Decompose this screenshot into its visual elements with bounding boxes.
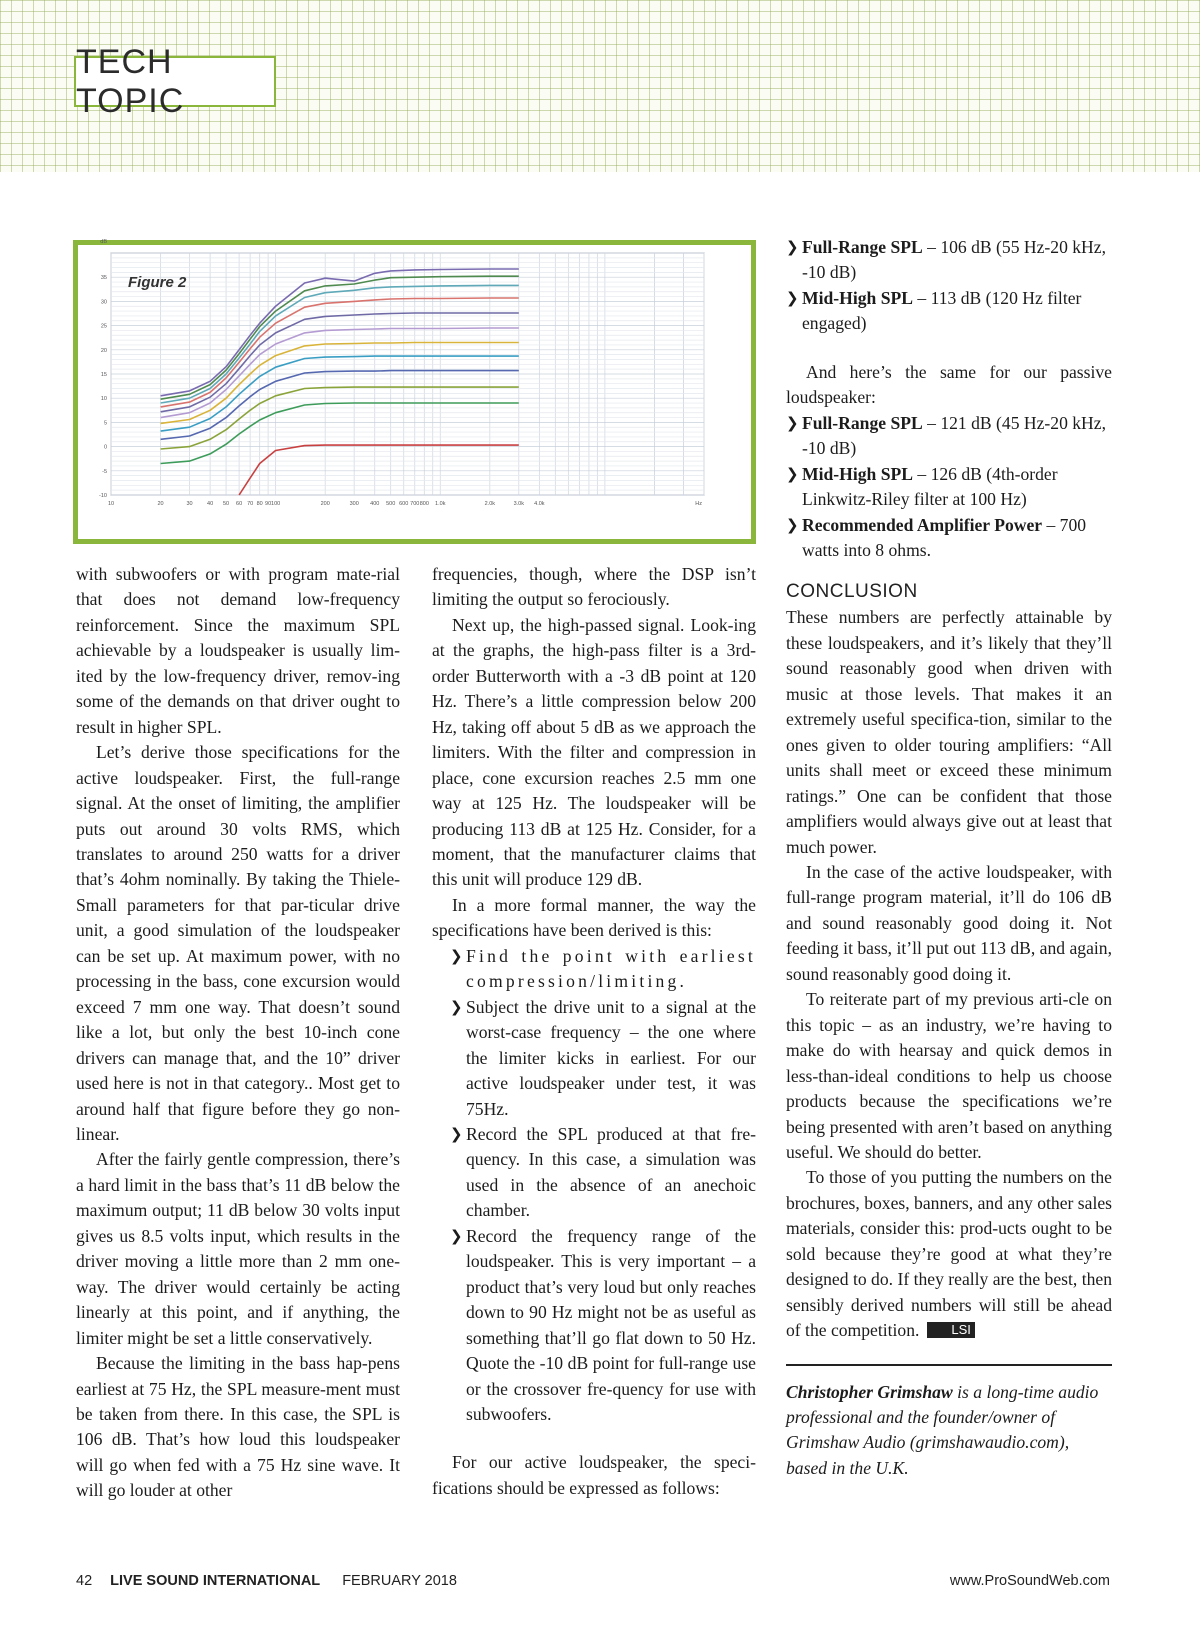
chevron-right-icon: ❯: [786, 238, 799, 256]
spec-value: – 121 dB (45 Hz-20 kHz, -10 dB): [802, 412, 1106, 459]
spec-label: Mid-High SPL: [802, 287, 913, 308]
y-tick-label: -5: [102, 468, 107, 475]
conclusion-paragraph-4-text: To those of you putting the numbers on the brochures, boxes, banners, and any other sales materials, consider this: prod-ucts ought to be sold because they’re good at what they’re designed to do. If they really are the best, then sensibly derived numbers will still be ahead of the competition.: [786, 1167, 1112, 1341]
y-tick-label: 30: [100, 299, 107, 306]
x-tick-label: 1.0k: [435, 501, 446, 507]
col2-paragraph-2: Next up, the high-passed signal. Look-ing at the graphs, the high-pass filter is a 3rd-order Butterworth with a -3 dB point at 120 Hz. There’s a little compression below 200 Hz, taking off about 5 dB as we approach the limiters. With the filter and compression in place, cone excursion reaches 2.5 mm one way at 125 Hz. The loudspeaker will be producing 113 dB at 125 Hz. Consider, for a moment, that the manufacturer claims that this unit will produce 129 dB.: [432, 614, 756, 890]
list-item: [450, 995, 756, 1122]
figure-2: [73, 240, 756, 544]
list-item-text: Record the frequency range of the loudspeaker. This is very important – a product that’s very loud but only reaches down to 90 Hz might not be as useful as something that’ll go flat down to 50 Hz. Quote the -10 dB point for full-range use or the crossover fre-quency for use with subwoofers.: [466, 1225, 756, 1424]
x-tick-label: 10: [107, 501, 115, 507]
bio-divider: [786, 1364, 1112, 1366]
col2-paragraph-1: frequencies, though, where the DSP isn’t limiting the output so ferociously.: [432, 564, 756, 610]
spec-label: Full-Range SPL: [802, 412, 923, 433]
spec-item: [786, 286, 1112, 337]
magazine-name: LIVE SOUND INTERNATIONAL: [110, 1573, 321, 1589]
x-tick-label: 70: [247, 501, 254, 507]
spec-label: Full-Range SPL: [802, 237, 923, 257]
author-bio-text: is a long-time audio professional and the founder/owner of Grimshaw Audio (grimshawaudio.com), based in the U.K.: [786, 1381, 1099, 1478]
chevron-right-icon: ❯: [786, 515, 799, 534]
conclusion-paragraph-2: In the case of the active loudspeaker, with full-range program material, it’ll do 106 dB and sound reasonably good doing it. Not feeding it bass, it’ll put out 113 dB, and again, sound reasonably good doing it.: [786, 861, 1112, 984]
x-tick-label: 30: [186, 501, 193, 507]
website-link[interactable]: www.ProSoundWeb.com: [949, 1573, 1110, 1589]
author-bio: [786, 1380, 1112, 1482]
x-tick-label: 800: [419, 501, 429, 507]
spec-label: Recommended Amplifier Power: [802, 514, 1043, 535]
column-3: [786, 235, 1112, 1481]
list-item-text: Subject the drive unit to a signal at the worst-case frequency – the one where the limiter kicks in earliest. For our active loudspeaker under test, it was 75Hz.: [466, 996, 756, 1119]
x-tick-label: 90: [265, 501, 272, 507]
col2-paragraph-3: In a more formal manner, the way the specifications have been derived is this:: [432, 894, 756, 941]
list-item: [450, 1122, 756, 1224]
y-tick-label: -10: [99, 493, 107, 499]
y-tick-label: 25: [100, 323, 107, 330]
col1-paragraph-2: Let’s derive those specifications for the active loudspeaker. First, the full-range signal. At the onset of limiting, the amplifier puts out around 30 volts RMS, which translates to around 250 watts for a driver that’s 4ohm nominally. By taking the Thiele-Small parameters for that par-ticular drive unit, a good simulation of the loudspeaker can be set up. At maximum power, with no processing in the bass, cone excursion would exceed 7 mm one way. That doesn’t sound like a lot, but only the best 10-inch cone drivers can manage that, and the 10” driver used here is not in that category.. Most get to around half that figure before they go non-linear.: [76, 742, 400, 1144]
x-tick-label: 100: [271, 501, 281, 507]
y-tick-label: 5: [103, 420, 107, 427]
x-tick-label: Hz: [695, 501, 702, 507]
frequency-response-chart: [78, 238, 751, 539]
spec-item: [786, 411, 1112, 462]
chevron-right-icon: ❯: [786, 288, 799, 307]
chevron-right-icon: ❯: [786, 413, 799, 432]
y-tick-label: 20: [100, 347, 107, 354]
col1-paragraph-1: with subwoofers or with program mate-rial that does not demand low-frequency reinforcement. Since the maximum SPL achievable by a loudspeaker is usually lim-ited by the low-frequency driver, remov-ing some of the demands on that driver ought to result in higher SPL.: [76, 564, 400, 737]
spec-item: [786, 235, 1112, 286]
spec-item: [786, 513, 1112, 564]
y-tick-label: 35: [100, 275, 107, 282]
x-tick-label: 700: [410, 501, 420, 507]
y-tick-label: 0: [103, 444, 107, 451]
x-tick-label: 50: [223, 501, 230, 507]
x-tick-label: 200: [320, 501, 330, 507]
list-item: [450, 1224, 756, 1428]
list-item: [450, 944, 756, 995]
conclusion-paragraph-3: To reiterate part of my previous arti-cle on this topic – as an industry, we’re having to make do with hearsay and quick demos in less-than-ideal conditions to help us choose products because the specifications we’re being presented with aren’t based on anything useful. We should do better.: [786, 989, 1112, 1162]
chevron-right-icon: ❯: [786, 464, 799, 483]
page-number: 42: [76, 1573, 93, 1589]
page-footer: [76, 1573, 1110, 1595]
conclusion-heading: CONCLUSION: [786, 581, 918, 603]
x-tick-label: 3.0k: [513, 501, 525, 507]
end-mark-badge: LSI: [927, 1322, 975, 1338]
chevron-right-icon: ❯: [450, 1124, 463, 1143]
column-2: [432, 562, 756, 1501]
chevron-right-icon: ❯: [450, 946, 463, 965]
derivation-steps-list: [432, 944, 756, 1428]
x-tick-label: 2.0k: [484, 501, 496, 507]
x-tick-label: 400: [370, 501, 380, 507]
spec-label: Mid-High SPL: [802, 463, 913, 484]
col1-paragraph-4: Because the limiting in the bass hap-pens earliest at 75 Hz, the SPL measure-ment must be taken from there. In this case, the SPL is 106 dB. That’s how loud this loudspeaker will go when fed with a 75 Hz sine wave. It will go louder at other: [76, 1353, 400, 1501]
col2-paragraph-4: For our active loudspeaker, the speci-fications should be expressed as follows:: [432, 1452, 756, 1498]
chevron-right-icon: ❯: [450, 1226, 463, 1245]
x-tick-label: 20: [157, 501, 164, 507]
col1-paragraph-3: After the fairly gentle compression, there’s a hard limit in the bass that’s 11 dB below the maximum output; 11 dB below 30 volts input gives us 8.5 volts input, which results in the driver moving a little more than 2 mm one-way. The driver would certainly be acting linearly at this point, and if anything, the limiter might be set a little conservatively.: [76, 1149, 400, 1348]
spec-value: – 126 dB (4th-order Linkwitz-Riley filter at 100 Hz): [802, 463, 1058, 510]
x-tick-label: 40: [207, 501, 214, 507]
spec-value: – 106 dB (55 Hz-20 kHz, -10 dB): [802, 237, 1106, 283]
spec-value: – 113 dB (120 Hz filter engaged): [802, 287, 1082, 334]
spec-item: [786, 462, 1112, 513]
y-tick-label: 10: [100, 396, 107, 403]
figure-label: Figure 2: [128, 274, 187, 291]
author-name: Christopher Grimshaw: [786, 1381, 953, 1402]
x-tick-label: 4.0k: [534, 501, 545, 507]
list-item-text: Record the SPL produced at that fre-quency. In this case, a simulation was used in the absence of an anechoic chamber.: [466, 1123, 756, 1221]
column-1: [76, 562, 400, 1504]
conclusion-paragraph-1: These numbers are perfectly attainable by these loudspeakers, and it’s likely that they’ll sound reasonably good when driven with music at those levels. That makes it an extremely useful specifica-tion, similar to the ones given to older touring amplifiers: “All units shall meet or exceed these minimum ratings.” One can be confident that those amplifiers would always give out at least that much power.: [786, 607, 1112, 857]
spec-value: – 700 watts into 8 ohms.: [802, 514, 1087, 560]
y-tick-label: 15: [100, 372, 107, 378]
x-tick-label: 80: [256, 501, 263, 507]
x-tick-label: 60: [236, 501, 243, 507]
y-tick-label: dB: [100, 238, 107, 245]
x-tick-label: 300: [349, 501, 359, 507]
conclusion-paragraph-4: [786, 1165, 1112, 1343]
x-tick-label: 600: [399, 501, 409, 507]
section-label: TECH TOPIC: [74, 56, 276, 107]
chevron-right-icon: ❯: [450, 997, 463, 1016]
x-tick-label: 500: [386, 501, 396, 507]
issue-date: FEBRUARY 2018: [342, 1573, 457, 1589]
list-item-text: Find the point with earliest compression/limiting.: [466, 945, 756, 992]
col3-paragraph-1: And here’s the same for our passive loudspeaker:: [786, 361, 1112, 408]
